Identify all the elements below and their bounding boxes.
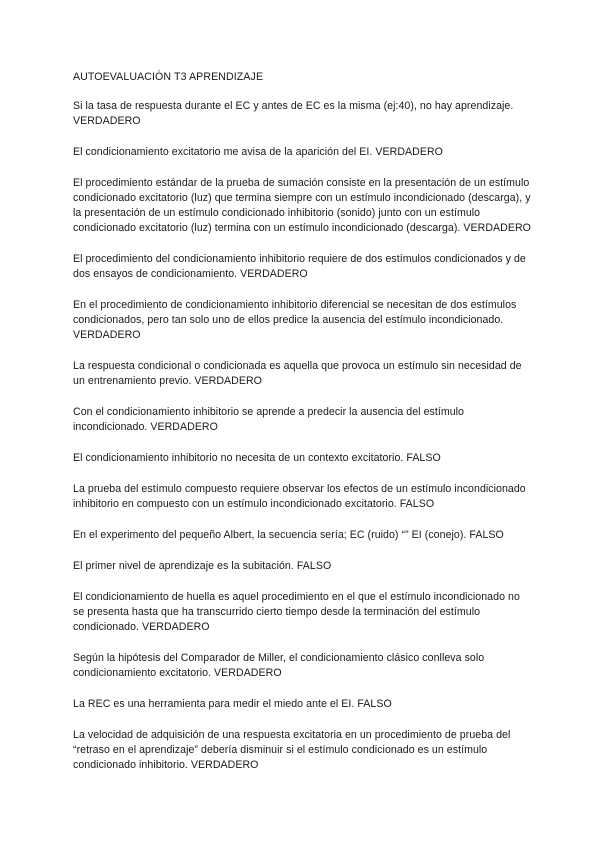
statement-14: La REC es una herramienta para medir el miedo ante el EI. FALSO xyxy=(73,698,392,710)
statement-10: En el experimento del pequeño Albert, la secuencia sería; EC (ruido) “” EI (conejo). FALSO xyxy=(73,529,504,541)
statement-9: La prueba del estímulo compuesto requiere observar los efectos de un estímulo incondicionado inhibitorio en compuesto con un estímulo incondicionado excitatorio. FALSO xyxy=(73,483,526,510)
statement-1: Si la tasa de respuesta durante el EC y antes de EC es la misma (ej:40), no hay aprendizaje. VERDADERO xyxy=(73,100,514,127)
statement-15: La velocidad de adquisición de una respuesta excitatoria en un procedimiento de prueba del “retraso en el aprendizaje” debería disminuir si el estímulo condicionado es un estímulo condicionado inhibitorio. VERDADERO xyxy=(73,729,511,771)
document-page xyxy=(73,70,533,789)
statement-8: El condicionamiento inhibitorio no necesita de un contexto excitatorio. FALSO xyxy=(73,452,441,464)
statement-4: El procedimiento del condicionamiento inhibitorio requiere de dos estímulos condicionados y de dos ensayos de condicionamiento. VERDADERO xyxy=(73,253,526,280)
document-title: AUTOEVALUACIÓN T3 APRENDIZAJE xyxy=(73,71,264,83)
statement-11: El primer nivel de aprendizaje es la subitación. FALSO xyxy=(73,560,332,572)
statement-13: Según la hipótesis del Comparador de Miller, el condicionamiento clásico conlleva solo condicionamiento excitatorio. VERDADERO xyxy=(73,652,485,679)
statement-5: En el procedimiento de condicionamiento inhibitorio diferencial se necesitan de dos estímulos condicionados, pero tan solo uno de ellos predice la ausencia del estímulo incondicionado. VERDADERO xyxy=(73,299,517,341)
statement-7: Con el condicionamiento inhibitorio se aprende a predecir la ausencia del estímulo incondicionado. VERDADERO xyxy=(73,406,465,433)
statement-2: El condicionamiento excitatorio me avisa de la aparición del EI. VERDADERO xyxy=(73,146,443,158)
statement-3: El procedimiento estándar de la prueba de sumación consiste en la presentación de un estímulo condicionado excitatorio (luz) que termina siempre con un estímulo incondicionado (descarga), y la presentación de un estímulo condicionado inhibitorio (sonido) junto con un estímulo condicionado excitatorio (luz) termina con un estímulo incondicionado (descarga). VERDADERO xyxy=(73,177,531,234)
statement-12: El condicionamiento de huella es aquel procedimiento en el que el estímulo incondicionado no se presenta hasta que ha transcurrido cierto tiempo desde la terminación del estímulo condicionado. VERDADERO xyxy=(73,591,520,633)
statement-6: La respuesta condicional o condicionada es aquella que provoca un estímulo sin necesidad de un entrenamiento previo. VERDADERO xyxy=(73,360,522,387)
